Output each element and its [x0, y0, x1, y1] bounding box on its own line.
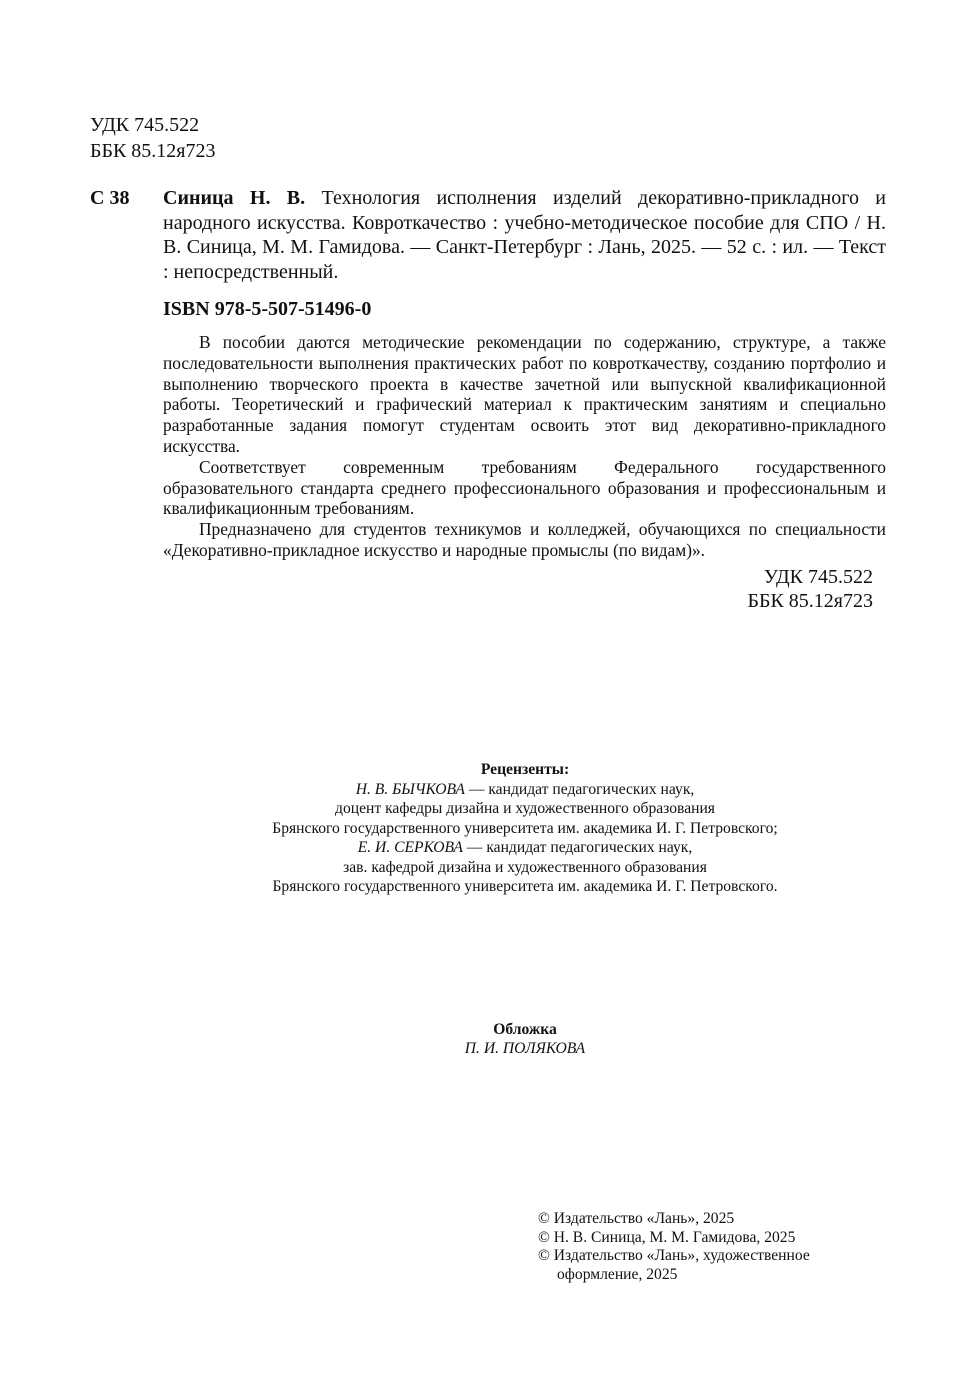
footer-classification-codes	[700, 565, 873, 613]
reviewer-organization: Брянского государственного университета им. академика И. Г. Петровского;	[272, 819, 778, 837]
copyright-line: © Издательство «Лань», 2025	[538, 1210, 735, 1227]
abstract	[163, 332, 886, 561]
reviewers-heading: Рецензенты:	[480, 761, 570, 778]
reviewer-role: — кандидат педагогических наук,	[464, 780, 695, 798]
author-mark: С 38	[90, 187, 130, 209]
copyright-block	[538, 1210, 858, 1284]
isbn: ISBN 978-5-507-51496-0	[163, 298, 372, 320]
author-name: Синица Н. В.	[163, 187, 306, 209]
reviewer-name: Е. И. СЕРКОВА	[357, 839, 463, 856]
copyright-line-continuation: оформление, 2025	[557, 1265, 678, 1283]
reviewers-block	[200, 760, 850, 897]
cover-artist: П. И. ПОЛЯКОВА	[464, 1040, 586, 1057]
copyright-line: © Издательство «Лань», художественное	[538, 1247, 810, 1265]
reviewer-name: Н. В. БЫЧКОВА	[355, 780, 465, 798]
bibliographic-record	[163, 186, 886, 284]
copyright-line: © Н. В. Синица, М. М. Гамидова, 2025	[538, 1228, 796, 1246]
udk-code: УДК 745.522	[90, 114, 200, 136]
bbk-code: ББК 85.12я723	[747, 590, 873, 612]
bbk-code: ББК 85.12я723	[90, 140, 216, 162]
reviewer-organization: Брянского государственного университета им. академика И. Г. Петровского.	[272, 878, 778, 895]
bibliographic-description: Технология исполнения изделий декоративно-прикладного и народного искусства. Ковроткачество : учебно-методическое пособие для СПО / Н. В. Синица, М. М. Гамидова. — Санкт-Петербург : Лань, 2025. — 52 с. : ил. — Текст : непосредственный.	[163, 187, 887, 283]
abstract-paragraph: В пособии даются методические рекомендации по содержанию, структуре, а также последовательности выполнения практических работ по ковроткачеству, созданию портфолио и выполнению творческого проекта в качестве зачетной или выпускной квалификационной работы. Теоретический и графический материал к практическим занятиям и специально разработанные задания помогут студентам освоить этот вид декоративно-прикладного искусства.	[163, 332, 886, 456]
reviewer-role: — кандидат педагогических наук,	[462, 839, 693, 856]
cover-heading: Обложка	[493, 1021, 557, 1038]
reviewer-2	[200, 838, 850, 858]
abstract-paragraph: Соответствует современным требованиям Федерального государственного образовательного стандарта среднего профессионального образования и профессиональным и квалификационным требованиям.	[163, 456, 886, 519]
header-classification-codes	[90, 112, 216, 164]
reviewer-position: зав. кафедрой дизайна и художественного образования	[343, 858, 707, 876]
udk-code: УДК 745.522	[763, 566, 873, 588]
abstract-paragraph: Предназначено для студентов техникумов и колледжей, обучающихся по специальности «Декоративно-прикладное искусство и народные промыслы (по видам)».	[163, 519, 886, 560]
reviewer-1	[200, 780, 850, 800]
reviewer-position: доцент кафедры дизайна и художественного образования	[335, 800, 715, 817]
cover-credit	[400, 1020, 650, 1058]
